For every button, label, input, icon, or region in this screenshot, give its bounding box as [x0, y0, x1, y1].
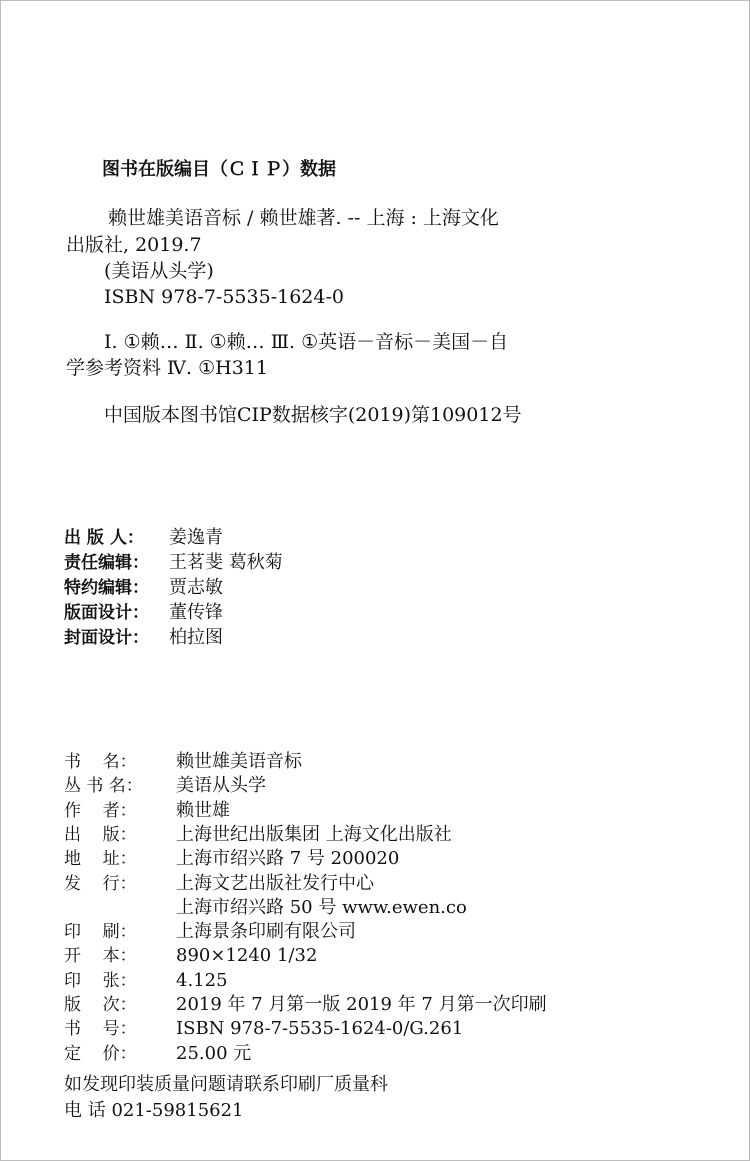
publication-row	[64, 750, 302, 774]
publication-value: 上海世纪出版集团 上海文化出版社	[176, 824, 452, 845]
publication-row	[64, 1042, 251, 1066]
publication-label: 地 址：	[64, 849, 137, 869]
publication-row	[64, 1017, 463, 1041]
cip-line-series: (美语从头学)	[104, 260, 214, 282]
publication-value: 上海文艺出版社发行中心	[176, 873, 374, 894]
publication-row	[64, 969, 228, 993]
credit-row	[64, 576, 223, 600]
publication-label: 版 次：	[64, 995, 137, 1015]
publication-value: 上海市绍兴路 50 号 www.ewen.co	[176, 897, 467, 918]
publication-value: 4.125	[176, 970, 228, 991]
publication-label: 开 本：	[64, 946, 137, 966]
publication-row	[64, 847, 399, 871]
credit-row	[64, 601, 223, 625]
publication-label: 作 者：	[64, 801, 137, 821]
publication-row	[64, 799, 230, 823]
quality-notice: 如发现印装质量问题请联系印刷厂质量科	[64, 1074, 388, 1095]
publication-label: 书 号：	[64, 1019, 137, 1039]
publication-label: 发 行：	[64, 874, 137, 894]
publication-label: 出 版：	[64, 825, 137, 845]
publication-row	[64, 944, 317, 968]
cip-line-isbn: ISBN 978-7-5535-1624-0	[104, 286, 344, 308]
credit-label: 责任编辑：	[64, 553, 149, 573]
publication-label: 印 刷：	[64, 922, 137, 942]
credit-value: 贾志敏	[169, 577, 223, 598]
publication-row	[64, 896, 467, 920]
credit-value: 董传锋	[169, 602, 223, 623]
credit-label: 出 版 人：	[64, 528, 144, 548]
credit-label: 版面设计：	[64, 603, 149, 623]
cip-line-classification-2: 学参考资料 Ⅳ. ①H311	[66, 357, 268, 379]
phone-line: 电 话 021-59815621	[64, 1100, 244, 1121]
credit-row	[64, 626, 223, 650]
publication-row	[64, 823, 452, 847]
publication-value: ISBN 978-7-5535-1624-0/G.261	[176, 1018, 464, 1039]
cip-line-publisher: 出版社, 2019.7	[66, 234, 202, 256]
publication-row	[64, 993, 547, 1017]
credit-value: 王茗斐 葛秋菊	[169, 552, 283, 573]
cip-line-title-author: 赖世雄美语音标 / 赖世雄著. -- 上海 : 上海文化	[108, 207, 499, 229]
publication-row	[64, 774, 266, 798]
credit-row	[64, 551, 283, 575]
publication-value: 2019 年 7 月第一版 2019 年 7 月第一次印刷	[176, 994, 547, 1015]
publication-label: 丛 书 名：	[64, 776, 143, 796]
credit-label: 封面设计：	[64, 628, 149, 648]
publication-value: 赖世雄美语音标	[176, 751, 302, 772]
credit-row	[64, 526, 223, 550]
publication-label: 印 张：	[64, 971, 137, 991]
publication-label: 定 价：	[64, 1044, 137, 1064]
publication-value: 赖世雄	[176, 800, 230, 821]
publication-value: 25.00 元	[176, 1043, 252, 1064]
cip-line-record-number: 中国版本图书馆CIP数据核字(2019)第109012号	[104, 404, 522, 426]
publication-value: 上海景条印刷有限公司	[176, 921, 356, 942]
cip-line-classification-1: Ⅰ. ①赖… Ⅱ. ①赖… Ⅲ. ①英语－音标－美国－自	[104, 331, 509, 353]
publication-label: 书 名：	[64, 752, 137, 772]
publication-row	[64, 872, 374, 896]
credit-value: 姜逸青	[169, 527, 223, 548]
credit-value: 柏拉图	[169, 627, 223, 648]
publication-value: 美语从头学	[176, 775, 266, 796]
credit-label: 特约编辑：	[64, 578, 149, 598]
cip-title: 图书在版编目（ＣＩＰ）数据	[102, 159, 336, 180]
publication-row	[64, 920, 356, 944]
publication-value: 890×1240 1/32	[176, 945, 318, 966]
publication-value: 上海市绍兴路 7 号 200020	[176, 848, 400, 869]
